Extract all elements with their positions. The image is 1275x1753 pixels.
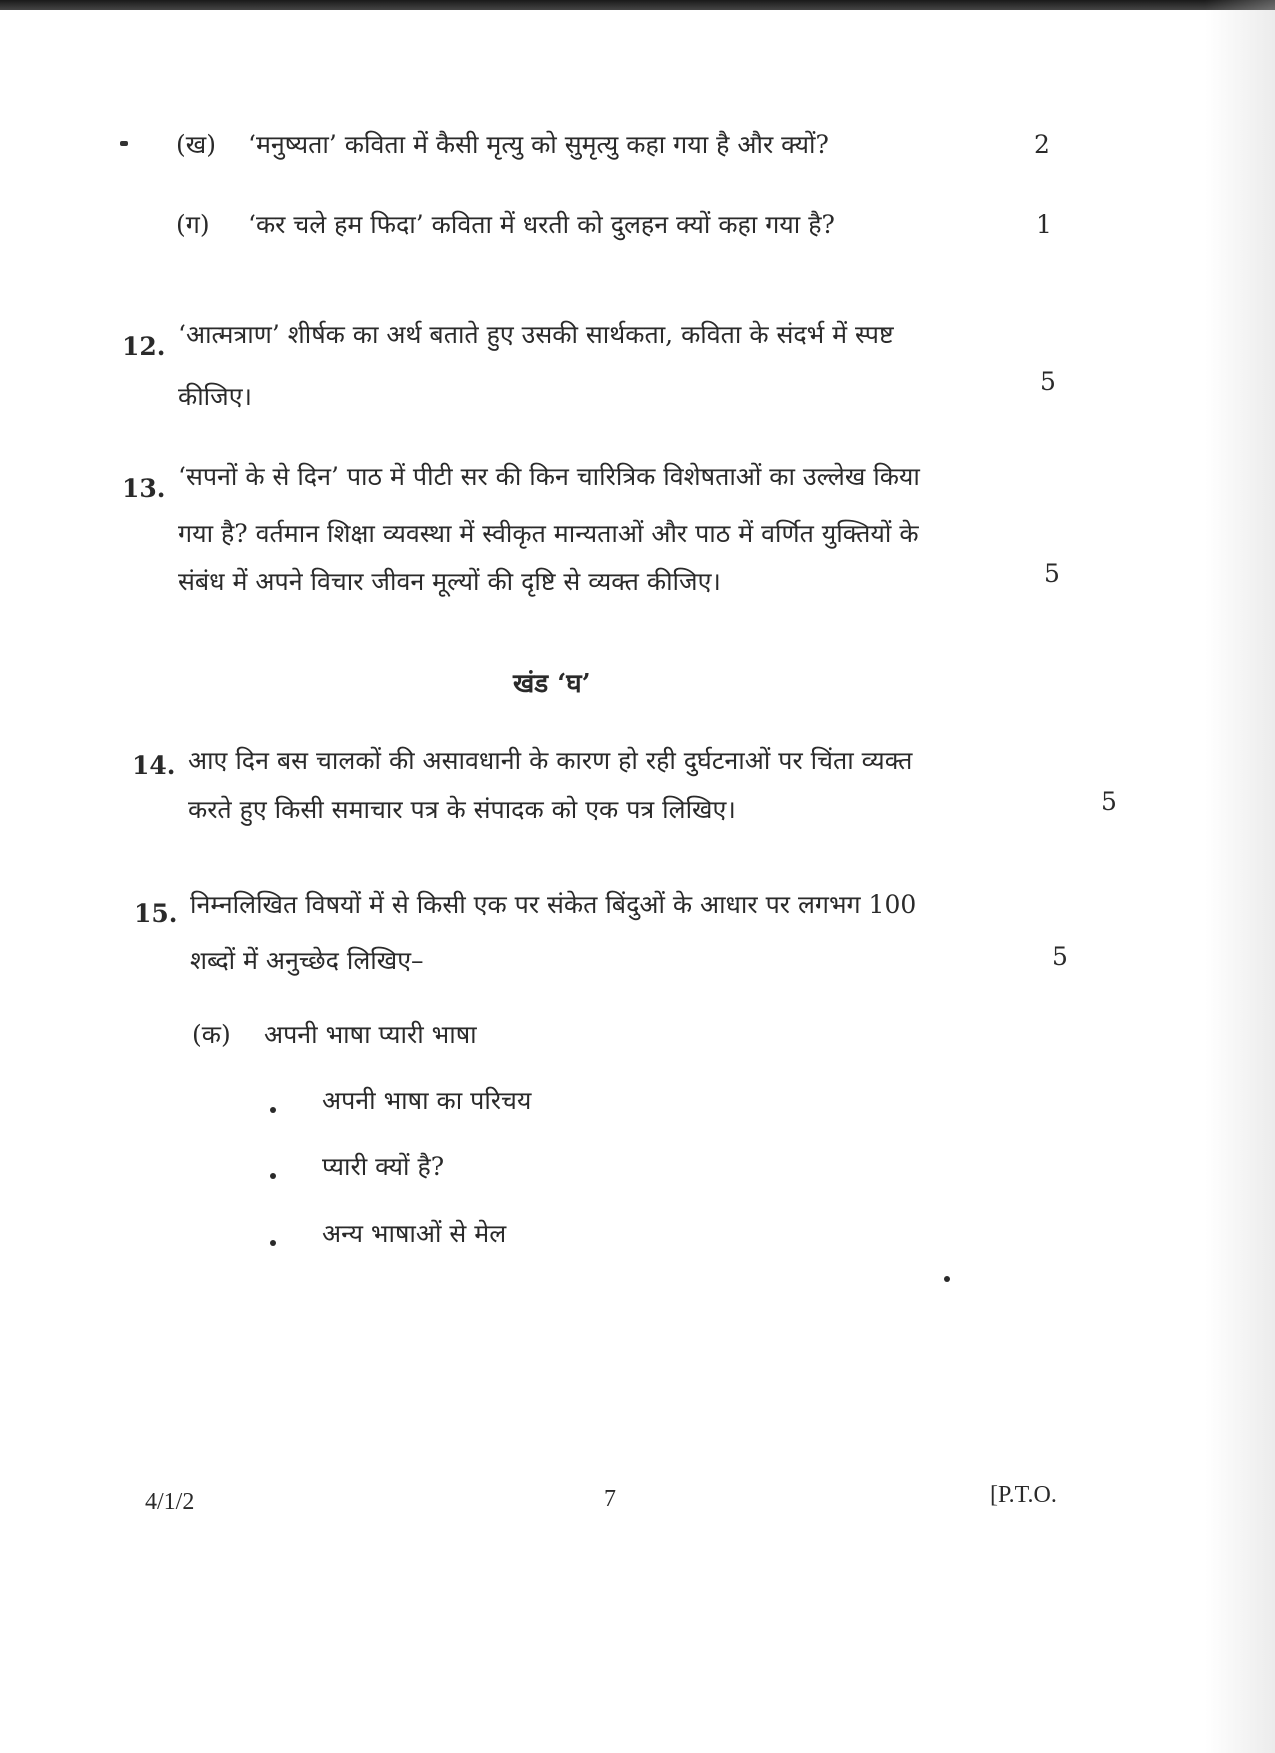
q13-line-3: संबंध में अपने विचार जीवन मूल्यों की दृष्टि से व्यक्त कीजिए। xyxy=(178,567,721,596)
q15-line-2: शब्दों में अनुच्छेद लिखिए– xyxy=(190,946,424,975)
q15-line-1: निम्नलिखित विषयों में से किसी एक पर संकेत बिंदुओं के आधार पर लगभग 100 xyxy=(190,890,917,919)
q13-marks: 5 xyxy=(1044,559,1060,588)
q12-number: 12. xyxy=(122,332,166,361)
q14-line-1: आए दिन बस चालकों की असावधानी के कारण हो रही दुर्घटनाओं पर चिंता व्यक्त xyxy=(188,746,913,775)
q14-line-2: करते हुए किसी समाचार पत्र के संपादक को एक पत्र लिखिए। xyxy=(188,795,736,824)
q11-ga-text: ‘कर चले हम फिदा’ कविता में धरती को दुलहन क्यों कहा गया है? xyxy=(248,210,835,239)
section-title: खंड ‘घ’ xyxy=(513,669,591,699)
q13-line-2: गया है? वर्तमान शिक्षा व्यवस्था में स्वीकृत मान्यताओं और पाठ में वर्णित युक्तियों के xyxy=(178,519,919,548)
q12-marks: 5 xyxy=(1040,367,1056,396)
q13-line-1: ‘सपनों के से दिन’ पाठ में पीटी सर की किन चारित्रिक विशेषताओं का उल्लेख किया xyxy=(178,462,920,491)
q12-line-1: ‘आत्मत्राण’ शीर्षक का अर्थ बताते हुए उसकी सार्थकता, कविता के संदर्भ में स्पष्ट xyxy=(178,320,894,349)
q14-marks: 5 xyxy=(1101,787,1117,816)
q15-ka-title: अपनी भाषा प्यारी भाषा xyxy=(264,1020,477,1049)
q15-ka-bullet-3: अन्य भाषाओं से मेल xyxy=(322,1219,507,1248)
q15-ka-bullet-2: प्यारी क्यों है? xyxy=(322,1152,445,1181)
q11-ga-marks: 1 xyxy=(1036,210,1052,239)
pto-label: [P.T.O. xyxy=(990,1482,1057,1508)
bullet-1-dot xyxy=(270,1107,276,1113)
stray-ink-mark xyxy=(120,141,128,146)
q15-ka-label: (क) xyxy=(192,1020,231,1049)
q13-number: 13. xyxy=(122,474,166,503)
stray-dot xyxy=(944,1276,950,1282)
q15-marks: 5 xyxy=(1052,942,1068,971)
q14-number: 14. xyxy=(132,751,176,780)
q11-kha-marks: 2 xyxy=(1034,130,1050,159)
q11-ga-label: (ग) xyxy=(176,210,210,239)
page-number: 7 xyxy=(604,1486,616,1512)
paper-code: 4/1/2 xyxy=(145,1489,195,1515)
q11-kha-label: (ख) xyxy=(176,130,216,159)
scan-shadow-right xyxy=(1205,0,1275,1753)
q12-line-2: कीजिए। xyxy=(178,382,253,411)
bullet-2-dot xyxy=(270,1173,276,1179)
bullet-3-dot xyxy=(270,1240,276,1246)
q11-kha-text: ‘मनुष्यता’ कविता में कैसी मृत्यु को सुमृत्यु कहा गया है और क्यों? xyxy=(248,130,829,159)
q15-ka-bullet-1: अपनी भाषा का परिचय xyxy=(322,1086,532,1115)
scan-edge-top xyxy=(0,0,1275,10)
q15-number: 15. xyxy=(134,899,178,928)
